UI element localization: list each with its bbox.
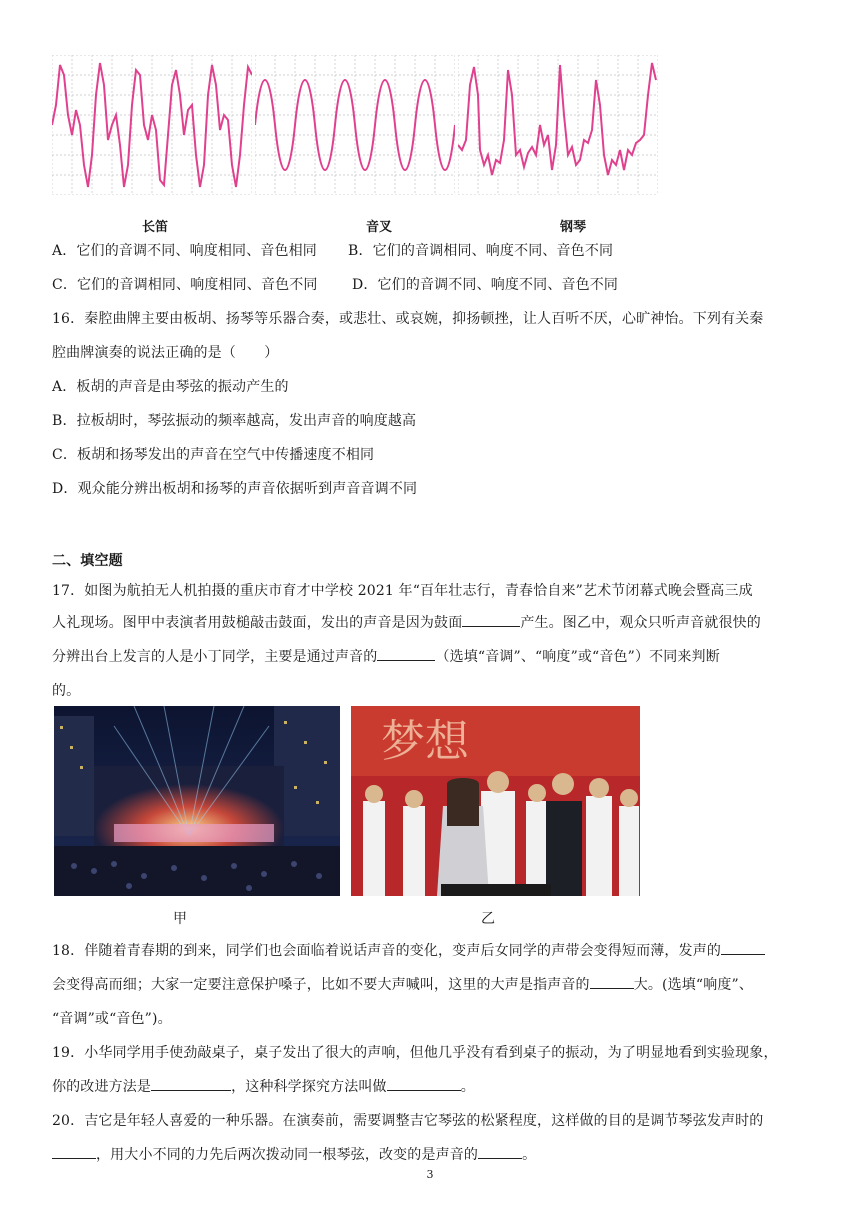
q18-text-b: 会变得高而细；大家一定要注意保护嗓子，比如不要大声喊叫，这里的大声是指声音的 xyxy=(52,977,590,993)
q17-blank-2[interactable] xyxy=(377,648,435,661)
q15-option-b: B．它们的音调相同、响度不同、音色不同 xyxy=(348,243,614,259)
q20-text-a: ，用大小不同的力先后两次拨动同一根琴弦，改变的是声音的 xyxy=(96,1147,479,1163)
q17-text-c: 分辨出台上发言的人是小丁同学，主要是通过声音的 xyxy=(52,649,378,665)
backdrop-text: 梦想 xyxy=(381,716,469,767)
q19-blank-1[interactable] xyxy=(151,1078,231,1091)
q15-option-d: D．它们的音调不同、响度不同、音色不同 xyxy=(352,277,619,293)
q18-blank-1[interactable] xyxy=(721,942,765,955)
piano-label: 钢琴 xyxy=(560,220,587,235)
tuning-fork-label: 音叉 xyxy=(366,220,393,235)
q18-line-2 xyxy=(52,974,753,994)
q17-line-3 xyxy=(52,646,720,666)
q17-line-2 xyxy=(52,612,761,632)
photo-label-jia: 甲 xyxy=(173,911,187,927)
q20-text-b: 。 xyxy=(522,1147,537,1163)
q20-line-2 xyxy=(52,1144,536,1164)
q15-option-a: A．它们的音调不同、响度相同、音色相同 xyxy=(52,243,317,259)
q18-text-c: 大。(选填“响度”、 xyxy=(633,977,753,993)
q16-option-c: C．板胡和扬琴发出的声音在空气中传播速度不相同 xyxy=(52,447,375,463)
q20-blank-1[interactable] xyxy=(52,1146,96,1159)
q16-stem-line-1: 16．秦腔曲牌主要由板胡、扬琴等乐器合奏，或悲壮、或哀婉，抑扬顿挫，让人百听不厌，心旷神怡。下列有关秦 xyxy=(52,311,764,327)
piano-waveform-icon xyxy=(458,55,658,195)
q18-line-3: “音调”或“音色”)。 xyxy=(52,1011,172,1027)
q17-line-4: 的。 xyxy=(52,683,81,699)
q15-option-c: C．它们的音调相同、响度相同、音色不同 xyxy=(52,277,318,293)
q16-option-b: B．拉板胡时，琴弦振动的频率越高，发出声音的响度越高 xyxy=(52,413,417,429)
q17-text-b: 产生。图乙中，观众只听声音就很快的 xyxy=(520,615,761,631)
concert-stage-photo xyxy=(54,706,340,896)
q19-line-2 xyxy=(52,1076,475,1096)
q20-blank-2[interactable] xyxy=(478,1146,522,1159)
flute-waveform-panel xyxy=(52,55,252,195)
q19-text-c: 。 xyxy=(460,1079,475,1095)
q20-line-1: 20．吉它是年轻人喜爱的一种乐器。在演奏前，需要调整吉它琴弦的松紧程度，这样做的目的是调节琴弦发声时的 xyxy=(52,1113,764,1129)
q18-line-1 xyxy=(52,940,765,960)
piano-waveform-panel xyxy=(458,55,658,195)
q17-line-1: 17．如图为航拍无人机拍摄的重庆市育才中学校 2021 年“百年壮志行，青春恰自来”艺术节闭幕式晚会暨高三成 xyxy=(52,583,753,599)
q17-text-d: （选填“音调”、“响度”或“音色”）不同来判断 xyxy=(435,649,720,665)
q17-text-a: 人礼现场。图甲中表演者用鼓槌敲击鼓面，发出的声音是因为鼓面 xyxy=(52,615,463,631)
page-number: 3 xyxy=(426,1168,434,1181)
q17-blank-1[interactable] xyxy=(462,614,520,627)
q16-option-d: D．观众能分辨出板胡和扬琴的声音依据听到声音音调不同 xyxy=(52,481,418,497)
q18-text-a: 18．伴随着青春期的到来，同学们也会面临着说话声音的变化，变声后女同学的声带会变得短而薄，发声的 xyxy=(52,943,722,959)
tuning-fork-waveform-panel xyxy=(255,55,455,195)
q19-blank-2[interactable] xyxy=(387,1078,461,1091)
photo-label-yi: 乙 xyxy=(481,911,495,927)
q16-stem-line-2: 腔曲牌演奏的说法正确的是（ ） xyxy=(52,345,279,361)
tuning-fork-waveform-icon xyxy=(255,55,455,195)
q19-text-a: 你的改进方法是 xyxy=(52,1079,152,1095)
q19-text-b: ，这种科学探究方法叫做 xyxy=(231,1079,387,1095)
q19-line-1: 19．小华同学用手使劲敲桌子，桌子发出了很大的声响，但他几乎没有看到桌子的振动，为了明显地看到实验现象， xyxy=(52,1045,778,1061)
section-title: 二、填空题 xyxy=(52,553,123,569)
q16-option-a: A．板胡的声音是由琴弦的振动产生的 xyxy=(52,379,289,395)
flute-label: 长笛 xyxy=(142,220,169,235)
ceremony-speakers-photo xyxy=(351,706,640,896)
flute-waveform-icon xyxy=(52,55,252,195)
q18-blank-2[interactable] xyxy=(590,976,634,989)
